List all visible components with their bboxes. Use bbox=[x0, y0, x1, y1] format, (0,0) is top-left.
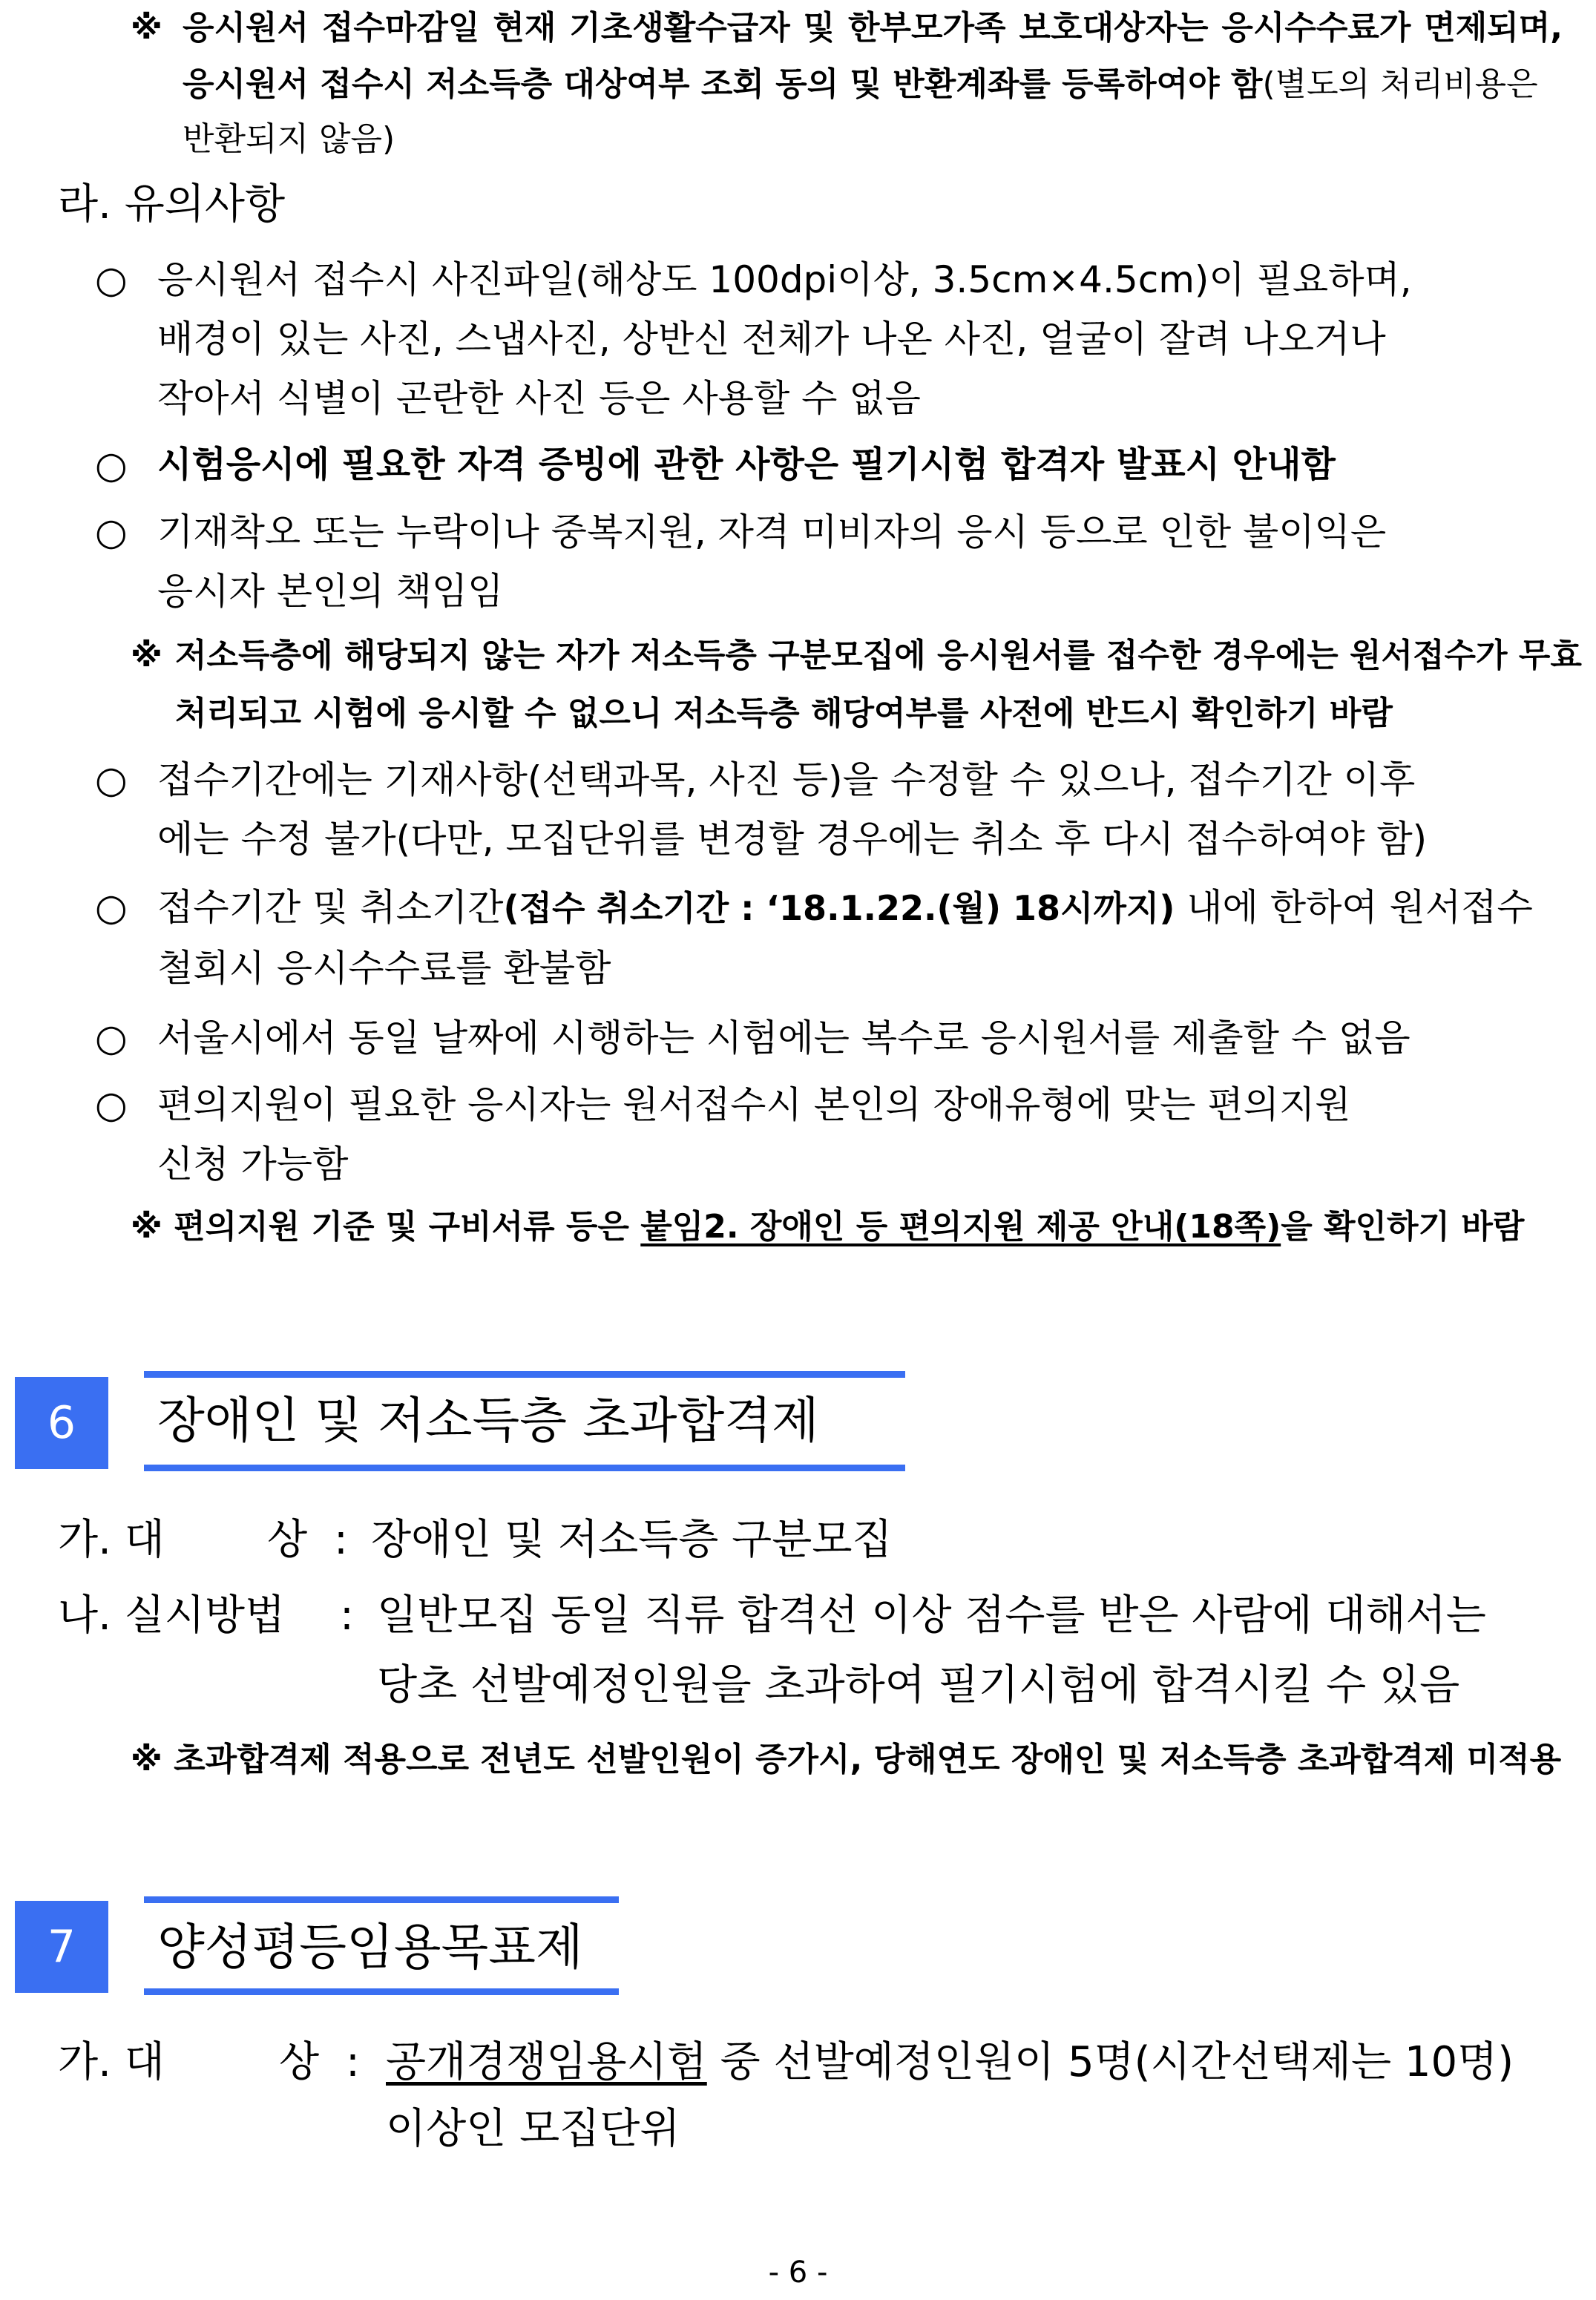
section7-target-line2: 이상인 모집단위 bbox=[386, 2105, 680, 2153]
section6-target-label2: 상 bbox=[267, 1516, 308, 1564]
page-number: - 6 - bbox=[768, 2255, 828, 2290]
section7-top-rule bbox=[144, 1896, 619, 1903]
ra-item1-line3: 작아서 식별이 곤란한 사진 등은 사용할 수 없음 bbox=[157, 377, 921, 420]
bullet-circle: ○ bbox=[95, 258, 128, 301]
section6-method-label: 나. 실시방법 bbox=[58, 1591, 286, 1640]
section7-number-box bbox=[15, 1901, 108, 1993]
bullet-circle: ○ bbox=[95, 1083, 128, 1126]
ra-item5-part2: (접수 취소기간 : ‘18.1.22.(월) 18시까지) bbox=[503, 888, 1175, 928]
section6-method-line2: 당초 선발예정인원을 초과하여 필기시험에 합격시킬 수 있음 bbox=[377, 1661, 1460, 1709]
section6-top-rule bbox=[144, 1371, 905, 1378]
ra-note2-link: 붙임2. 장애인 등 편의지원 제공 안내(18쪽) bbox=[640, 1208, 1281, 1246]
section7-target-label2: 상 bbox=[279, 2038, 320, 2086]
ra-note2-part3: 을 확인하기 바람 bbox=[1281, 1208, 1525, 1246]
section7-bottom-rule bbox=[144, 1988, 619, 1995]
section6-target-label: 가. 대 bbox=[58, 1516, 165, 1564]
ra-item7-line2: 신청 가능함 bbox=[157, 1143, 349, 1186]
section6-number: 6 bbox=[47, 1397, 76, 1449]
ra-item3-line1: 기재착오 또는 누락이나 중복지원, 자격 미비자의 응시 등으로 인한 불이익은 bbox=[157, 510, 1387, 553]
ra-item5-part3: 내에 한하여 원서접수 bbox=[1175, 886, 1533, 929]
section7-number: 7 bbox=[47, 1921, 76, 1973]
section6-note bbox=[131, 1741, 1562, 1778]
ra-item5-line1 bbox=[157, 886, 1533, 929]
top-note-line1: 응시원서 접수마감일 현재 기초생활수급자 및 한부모가족 보호대상자는 응시수수료가 면제되며, bbox=[183, 9, 1563, 47]
ra-item3-line2: 응시자 본인의 책임임 bbox=[157, 570, 504, 613]
section7-target-rest: 중 선발예정인원이 5명(시간선택제는 10명) bbox=[706, 2038, 1514, 2086]
top-note-line2-bold: 응시원서 접수시 저소득층 대상여부 조회 동의 및 반환계좌를 등록하여야 함 bbox=[183, 65, 1263, 103]
ra-note2-part1: 편의지원 기준 및 구비서류 등은 bbox=[174, 1208, 641, 1246]
section7-target-colon: : bbox=[346, 2038, 360, 2086]
note-mark: ※ bbox=[131, 637, 162, 674]
section6-target-colon: : bbox=[334, 1516, 348, 1564]
section6-method-line1: 일반모집 동일 직류 합격선 이상 점수를 받은 사람에 대해서는 bbox=[377, 1591, 1486, 1640]
section7-target-line1 bbox=[386, 2038, 1514, 2086]
ra-item4-line1: 접수기간에는 기재사항(선택과목, 사진 등)을 수정할 수 있으나, 접수기간 이후 bbox=[157, 758, 1416, 801]
ra-item6-line1: 서울시에서 동일 날짜에 시행하는 시험에는 복수로 응시원서를 제출할 수 없음 bbox=[157, 1016, 1411, 1059]
bullet-circle: ○ bbox=[95, 510, 128, 553]
section6-title: 장애인 및 저소득층 초과합격제 bbox=[157, 1392, 819, 1449]
ra-item5-part1: 접수기간 및 취소기간 bbox=[157, 886, 504, 929]
ra-note2 bbox=[131, 1208, 1525, 1246]
ra-item2-line1: 시험응시에 필요한 자격 증빙에 관한 사항은 필기시험 합격자 발표시 안내함 bbox=[157, 444, 1336, 485]
ra-item7-line1: 편의지원이 필요한 응시자는 원서접수시 본인의 장애유형에 맞는 편의지원 bbox=[157, 1083, 1351, 1126]
ra-item1-line2: 배경이 있는 사진, 스냅사진, 상반신 전체가 나온 사진, 얼굴이 잘려 나오거나 bbox=[157, 318, 1386, 361]
ra-item1-line1: 응시원서 접수시 사진파일(해상도 100dpi이상, 3.5cm×4.5cm)이 필요하며, bbox=[157, 258, 1412, 301]
note-mark: ※ bbox=[131, 1208, 162, 1246]
top-note-line3: 반환되지 않음) bbox=[183, 120, 395, 158]
ra-note1-line2: 처리되고 시험에 응시할 수 없으니 저소득층 해당여부를 사전에 반드시 확인하기 바람 bbox=[175, 694, 1393, 732]
section6-number-box bbox=[15, 1377, 108, 1469]
bullet-circle: ○ bbox=[95, 886, 128, 929]
section7-title: 양성평등임용목표제 bbox=[157, 1919, 583, 1976]
top-note-line2 bbox=[183, 65, 1538, 103]
bullet-circle: ○ bbox=[95, 758, 128, 801]
ra-note1-line1: 저소득층에 해당되지 않는 자가 저소득층 구분모집에 응시원서를 접수한 경우에는 원서접수가 무효 bbox=[175, 637, 1582, 674]
section7-target-underline: 공개경쟁임용시험 bbox=[386, 2038, 707, 2086]
bullet-circle: ○ bbox=[95, 444, 128, 487]
ra-item5-line2: 철회시 응시수수료를 환불함 bbox=[157, 947, 611, 990]
note-mark: ※ bbox=[131, 9, 162, 47]
note-mark: ※ bbox=[131, 1741, 162, 1778]
ra-item4-line2: 에는 수정 불가(다만, 모집단위를 변경할 경우에는 취소 후 다시 접수하여야 함) bbox=[157, 818, 1428, 861]
section6-bottom-rule bbox=[144, 1465, 905, 1471]
section-ra-heading: 라. 유의사항 bbox=[58, 180, 286, 229]
section6-method-colon: : bbox=[340, 1591, 354, 1640]
bullet-circle: ○ bbox=[95, 1016, 128, 1059]
section7-target-label: 가. 대 bbox=[58, 2038, 165, 2086]
top-note-line2-normal: (별도의 처리비용은 bbox=[1262, 65, 1538, 103]
section6-target-value: 장애인 및 저소득층 구분모집 bbox=[371, 1516, 893, 1564]
section6-note-text: 초과합격제 적용으로 전년도 선발인원이 증가시, 당해연도 장애인 및 저소득층 초과합격제 미적용 bbox=[174, 1741, 1562, 1778]
